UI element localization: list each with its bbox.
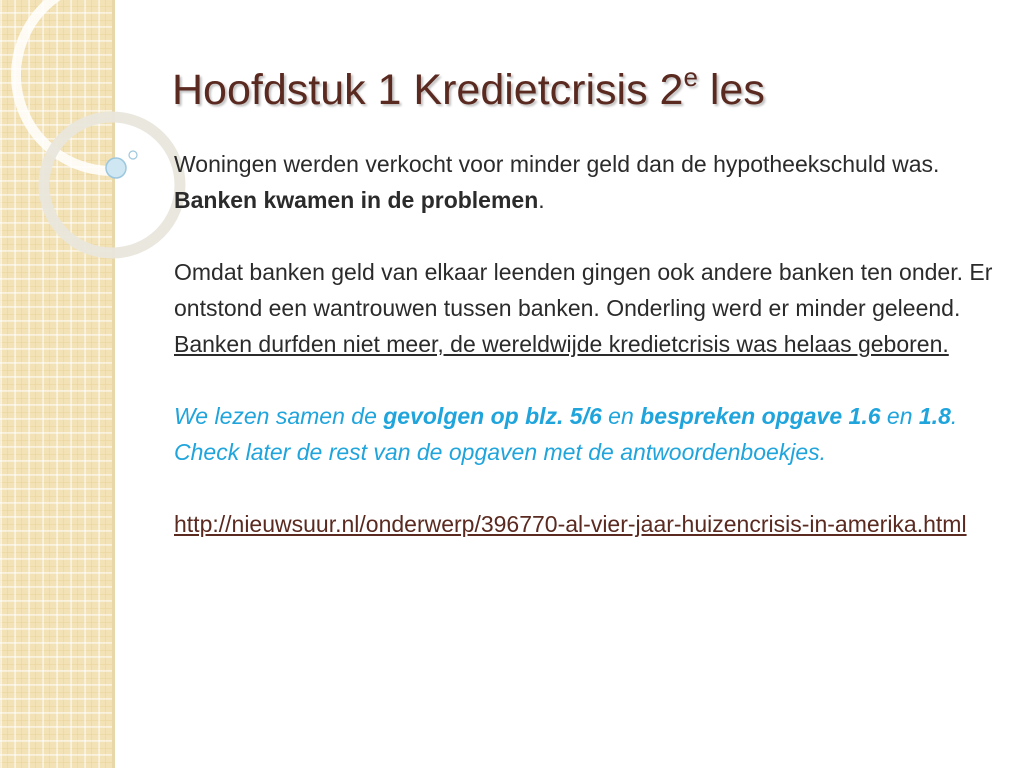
nieuwsuur-link[interactable]: http://nieuwsuur.nl/onderwerp/396770-al-vier-jaar-huizencrisis-in-amerika.html bbox=[174, 511, 967, 537]
paragraph-3 bbox=[174, 398, 994, 470]
paragraph-3-text-1: We lezen samen de bbox=[174, 403, 384, 429]
paragraph-1-bold: Banken kwamen in de problemen bbox=[174, 187, 539, 213]
slide-title bbox=[172, 62, 765, 115]
paragraph-3-text-3: en bbox=[880, 403, 919, 429]
small-ring bbox=[44, 117, 180, 253]
paragraph-2 bbox=[174, 254, 994, 362]
title-end: les bbox=[697, 66, 765, 114]
paragraph-1-text: Woningen werden verkocht voor minder geld dan de hypotheekschuld was. bbox=[174, 151, 940, 177]
slide-body bbox=[174, 146, 994, 542]
paragraph-1 bbox=[174, 146, 994, 218]
bullet-dot bbox=[129, 151, 137, 159]
title-main: Hoofdstuk 1 Kredietcrisis 2 bbox=[172, 66, 684, 114]
paragraph-3-bold-2: bespreken opgave 1.6 bbox=[640, 403, 881, 429]
paragraph-3-text-4: . Check later de rest van de opgaven met de antwoordenboekjes. bbox=[174, 403, 958, 465]
paragraph-3-bold-1: gevolgen op blz. 5/6 bbox=[383, 403, 602, 429]
paragraph-3-text-2: en bbox=[601, 403, 641, 429]
title-superscript: e bbox=[683, 62, 698, 92]
decorative-circles bbox=[0, 0, 200, 260]
bubble-dot bbox=[106, 158, 126, 178]
paragraph-link bbox=[174, 506, 994, 542]
paragraph-2-text: Omdat banken geld van elkaar leenden gingen ook andere banken ten onder. Er ontstond een wantrouwen tussen banken. Onderling werd er minder geleend. bbox=[174, 259, 993, 321]
paragraph-3-bold-3: 1.8 bbox=[918, 403, 951, 429]
paragraph-1-end: . bbox=[538, 187, 545, 213]
paragraph-2-underlined: Banken durfden niet meer, de wereldwijde kredietcrisis was helaas geboren. bbox=[174, 331, 949, 357]
